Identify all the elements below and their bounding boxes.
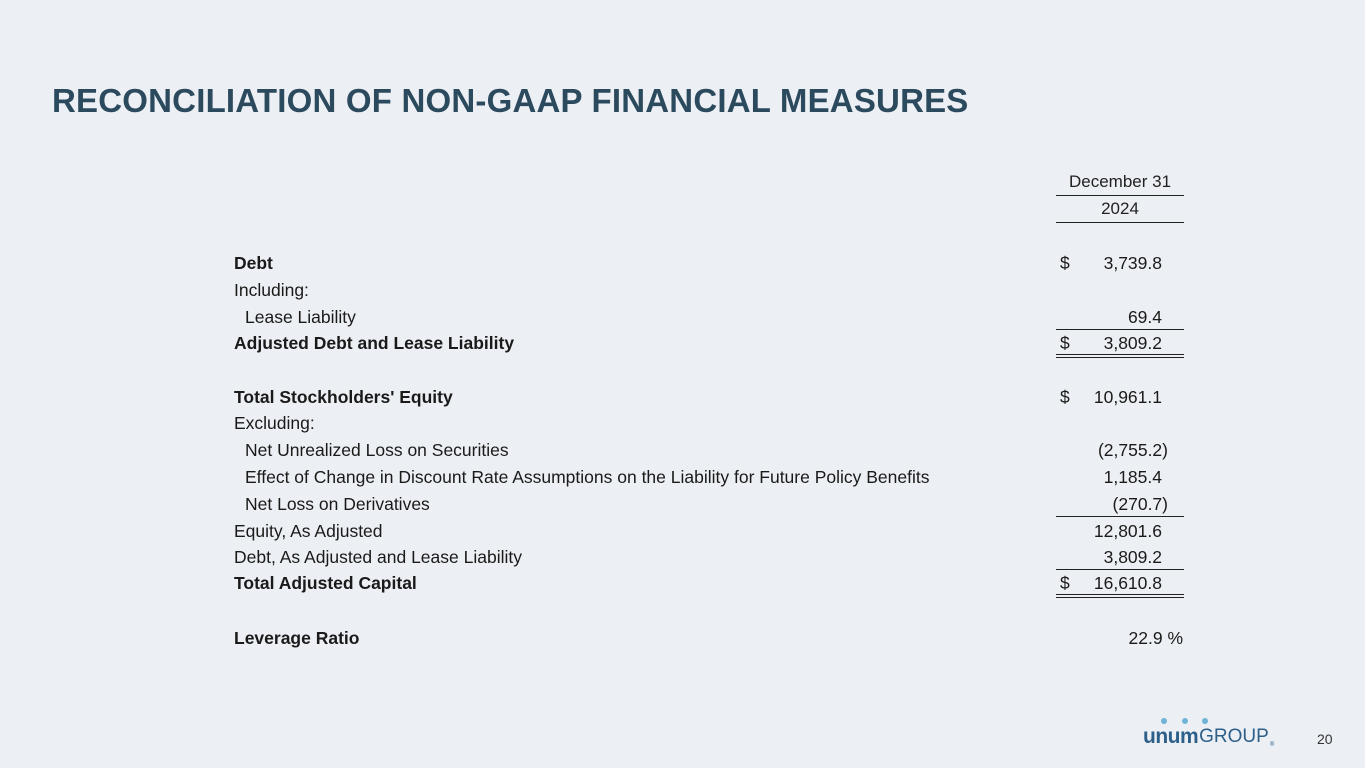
table-row-including — [0, 278, 1365, 304]
column-header-month: December 31 — [1068, 172, 1172, 191]
page-number: 20 — [1317, 731, 1333, 747]
row-label: Debt — [234, 253, 273, 273]
currency-symbol: $ — [1060, 333, 1070, 353]
table-row-lease-liability — [0, 305, 1365, 331]
column-header-year: 2024 — [1101, 199, 1139, 218]
logo-registered-mark: ® — [1269, 742, 1275, 748]
table-row-excluding — [0, 411, 1365, 437]
row-value: 1,185.4 — [1103, 467, 1162, 487]
total-double-rule — [1056, 594, 1184, 598]
row-value: 22.9 % — [1128, 628, 1183, 648]
row-value: 12,801.6 — [1093, 521, 1162, 541]
row-value: 3,739.8 — [1103, 253, 1162, 273]
row-label: Debt, As Adjusted and Lease Liability — [234, 547, 522, 567]
logo-dots — [1143, 718, 1213, 726]
table-row-stockholders-equity — [0, 385, 1365, 411]
subtotal-rule — [1056, 516, 1184, 517]
table-row-leverage-ratio — [0, 626, 1365, 652]
header-rule — [1056, 195, 1184, 196]
row-label: Effect of Change in Discount Rate Assumptions on the Liability for Future Policy Benefits — [245, 467, 930, 487]
logo-group-text: GROUP — [1199, 726, 1269, 747]
header-rule — [1056, 222, 1184, 223]
table-row-equity-adjusted — [0, 519, 1365, 545]
row-label: Total Stockholders' Equity — [234, 387, 453, 407]
subtotal-rule — [1056, 329, 1184, 330]
currency-symbol: $ — [1060, 253, 1070, 273]
row-label: Equity, As Adjusted — [234, 521, 383, 541]
row-value: 3,809.2 — [1103, 547, 1162, 567]
table-row-net-unrealized-loss — [0, 438, 1365, 464]
row-label: Excluding: — [234, 413, 315, 433]
table-row-net-loss-derivatives — [0, 492, 1365, 518]
row-value: (270.7) — [1112, 494, 1168, 514]
table-row-debt-adjusted — [0, 545, 1365, 571]
row-label: Total Adjusted Capital — [234, 573, 417, 593]
page-title: RECONCILIATION OF NON-GAAP FINANCIAL MEASURES — [52, 82, 969, 119]
row-label: Including: — [234, 280, 309, 300]
row-value: 10,961.1 — [1093, 387, 1162, 407]
row-value: 69.4 — [1127, 307, 1162, 327]
row-value: (2,755.2) — [1097, 440, 1168, 460]
row-value: 16,610.8 — [1093, 573, 1162, 593]
table-row-debt — [0, 251, 1365, 277]
row-label: Adjusted Debt and Lease Liability — [234, 333, 515, 353]
currency-symbol: $ — [1060, 387, 1070, 407]
row-value: 3,809.2 — [1103, 333, 1162, 353]
row-label: Leverage Ratio — [234, 628, 360, 648]
row-label: Lease Liability — [245, 307, 356, 327]
logo-wordmark: unum — [1143, 726, 1198, 748]
currency-symbol: $ — [1060, 573, 1070, 593]
row-label: Net Loss on Derivatives — [245, 494, 430, 514]
unum-group-logo — [1143, 718, 1274, 748]
total-double-rule — [1056, 354, 1184, 358]
row-label: Net Unrealized Loss on Securities — [245, 440, 509, 460]
subtotal-rule — [1056, 569, 1184, 570]
table-row-discount-rate-effect — [0, 465, 1365, 491]
